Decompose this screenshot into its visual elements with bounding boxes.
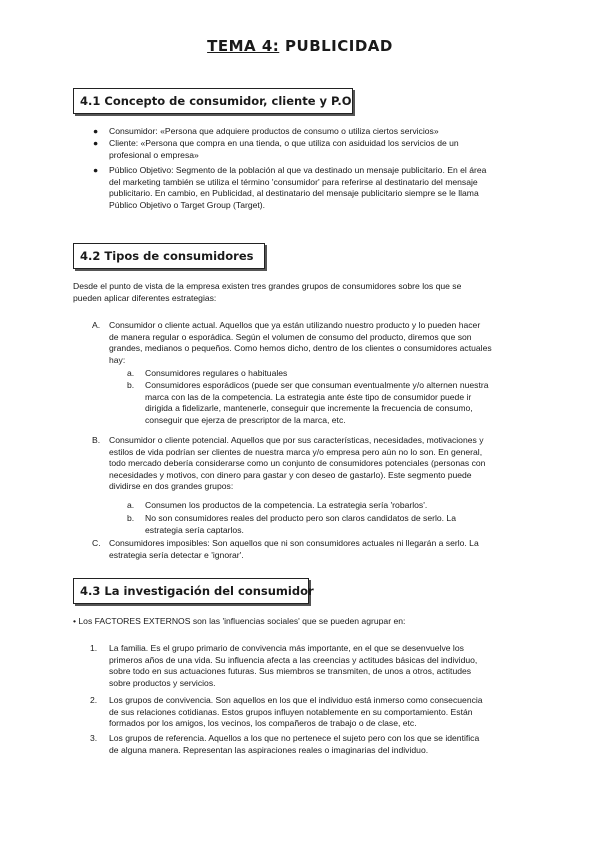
list-item-cliente: Cliente: «Persona que compra en una tienda, o que utiliza con asiduidad los servicios de un profesional o empresa» [109,138,459,160]
sublist-item: Consumidores esporádicos (puede ser que consuman eventualmente y/o alternen nuestra marca con las de la competencia. La estrategia ante éste tipo de consumidor puede ir dirigida a fidelizarle, mantenerle, conseguir que incremente la frecuencia de consumo, conseguir que ejerza de prescriptor de la marca, etc. [145,380,489,425]
section-heading-4-1: 4.1 Concepto de consumidor, cliente y P.O [73,88,353,114]
sublist-item: No son consumidores reales del producto pero son claros candidatos de serlo. La estrategia sería captarlos. [145,513,456,535]
bullet-marker: ● [93,138,99,148]
bullet-marker: ● [93,126,99,136]
list-item-grupos-convivencia: Los grupos de convivencia. Son aquellos en los que el individuo está inmerso como consecuencia de sus relaciones cotidianas. Estos grupos influyen notablemente en su comportamiento. Están formados por los amigos, los vecinos, los compañeros de trabajo o de clase, etc. [109,695,483,729]
list-item-consumidor: Consumidor: «Persona que adquiere productos de consumo o utiliza ciertos servicios» [109,126,439,136]
bullet-marker: ● [93,165,99,175]
list-item-cliente-potencial: Consumidor o cliente potencial. Aquellos que por sus características, necesidades, motivaciones y estilos de vida podrían ser clientes de nuestra marca y/o empresa pero aún no lo son. En general, todo mercado debería considerarse como un conjunto de consumidores potenciales (personas con necesidades y motivos, con dinero para gastar y con deseo de gastarlo). Este segmento puede dividirse en dos grandes grupos: [109,435,486,492]
title-rest: PUBLICIDAD [285,37,393,55]
title-prefix: TEMA 4: [207,37,280,55]
section-heading-4-3: 4.3 La investigación del consumidor [73,578,309,604]
section-heading-4-2: 4.2 Tipos de consumidores [73,243,265,269]
sublist-marker: a. [127,500,135,510]
section-intro: Desde el punto de vista de la empresa existen tres grandes grupos de consumidores sobre los que se pueden aplicar diferentes estrategias: [73,281,462,303]
section-intro: • Los FACTORES EXTERNOS son las 'influencias sociales' que se pueden agrupar en: [73,616,406,626]
list-item-consumidores-imposibles: Consumidores imposibles: Son aquellos que ni son consumidores actuales ni llegarán a serlo. La estrategia sería detectar e 'ignorar'. [109,538,479,560]
page-title [0,37,600,55]
list-item-publico-objetivo: Público Objetivo: Segmento de la población al que va destinado un mensaje publicitario. En el área del marketing también se utiliza el término 'consumidor' para referirse al destinatario del mensaje publicitario. En cambio, en Publicidad, al destinatario del mensaje publicitario siempre se le llama Público Objetivo o Target Group (Target). [109,165,487,210]
list-marker-c: C. [92,538,101,548]
list-marker-a: A. [92,320,101,330]
list-item-cliente-actual: Consumidor o cliente actual. Aquellos que ya están utilizando nuestro producto y lo pueden hacer de manera regular o esporádica. Según el volumen de consumo del producto, diremos que son grandes, medianos o pequeños. Como hemos dicho, dentro de los clientes o consumidores actuales hay: [109,320,492,365]
sublist-marker: b. [127,513,135,523]
list-marker: 1. [90,643,98,653]
sublist-marker: b. [127,380,135,390]
sublist-item: Consumen los productos de la competencia. La estrategia sería 'robarlos'. [145,500,428,510]
list-item-familia: La familia. Es el grupo primario de convivencia más importante, en el que se desenvuelve los primeros años de una vida. Su influencia afecta a las creencias y actitudes básicas del individuo, sobre todo en sus actuaciones futuras. Sus miembros se transmiten, de unos a otros, actitudes sobre productos y servicios. [109,643,478,688]
sublist-item: Consumidores regulares o habituales [145,368,288,378]
sublist-marker: a. [127,368,135,378]
list-item-grupos-referencia: Los grupos de referencia. Aquellos a los que no pertenece el sujeto pero con los que se identifica de alguna manera. Representan las aspiraciones reales o imaginarias del individuo. [109,733,480,755]
list-marker: 2. [90,695,98,705]
list-marker-b: B. [92,435,101,445]
list-marker: 3. [90,733,98,743]
